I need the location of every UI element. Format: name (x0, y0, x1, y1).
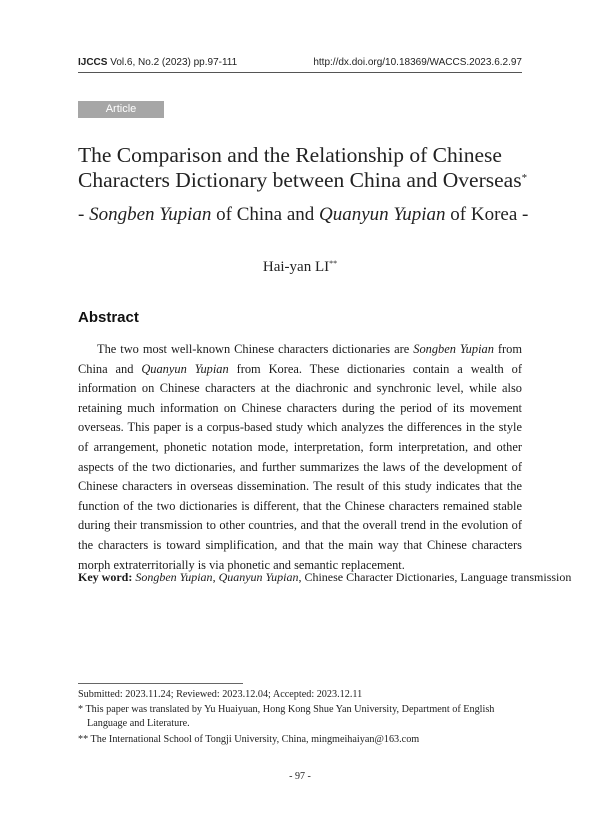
subtitle-end: of Korea - (445, 204, 529, 225)
page-number: - 97 - (289, 771, 311, 782)
article-type-badge: Article (78, 101, 164, 118)
abstract-text-1: The two most well-known Chinese characters dictionaries are (97, 342, 414, 356)
footnote-author-affiliation: ** The International School of Tongji University, China, mingmeihaiyan@163.com (78, 734, 420, 745)
footnote-submitted: Submitted: 2023.11.24; Reviewed: 2023.12.04; Accepted: 2023.12.11 (78, 689, 363, 700)
title-footnote-marker[interactable]: * (521, 172, 528, 184)
subtitle-book-2: Quanyun Yupian (319, 204, 446, 225)
keywords-rest: , Chinese Character Dictionaries, Language transmission (298, 570, 572, 584)
footnote-translator (78, 703, 522, 732)
title-line-2-text: Characters Dictionary between China and Overseas (78, 168, 522, 192)
footnote-rule (78, 683, 243, 684)
keyword-2: Quanyun Yupian (218, 570, 299, 584)
keyword-1: Songben Yupian (135, 570, 213, 584)
abstract-book-1: Songben Yupian (413, 342, 494, 356)
author-name: Hai-yan LI (262, 259, 330, 275)
title-line-1: The Comparison and the Relationship of Chinese (78, 143, 502, 167)
keywords-label: Key word: (78, 570, 133, 584)
title-line-2 (78, 168, 548, 193)
doi-link[interactable]: http://dx.doi.org/10.18369/WACCS.2023.6.2.97 (313, 57, 522, 68)
paper-title (78, 143, 548, 193)
paper-subtitle (78, 203, 548, 227)
abstract-heading: Abstract (78, 309, 139, 326)
footnote-translator-line-1: * This paper was translated by Yu Huaiyuan, Hong Kong Shue Yan University, Department of English (78, 704, 495, 715)
abstract-text-2: from China and (78, 342, 522, 376)
footnote-translator-line-2: Language and Literature. (87, 718, 190, 730)
author-footnote-marker[interactable]: ** (329, 259, 338, 268)
subtitle-dash: - (78, 204, 90, 225)
keywords: Key word: Songben Yupian, Quanyun Yupian, Chinese Character Dictionaries, Language transmission (78, 570, 572, 584)
journal-citation (78, 57, 237, 68)
subtitle-mid: of China and (211, 204, 320, 225)
abstract-body (78, 340, 522, 575)
abstract-book-2: Quanyun Yupian (141, 361, 229, 376)
abstract-text-3: from Korea. These dictionaries contain a wealth of information on Chinese characters at the diachronic and synchronic level, while also retaining much information on Chinese characters during the period of its movement overseas. This paper is a corpus-based study which analyzes the differences in the style of arrangement, phonetic notation mode, interpretation, form interpretation, and other aspects of the two dictionaries, and further summarizes the laws of the development of Chinese characters in overseas dissemination. The result of this study indicates that the function of the two dictionaries is different, that the Chinese characters remained stable during their transmission to other countries, and that the overall trend in the evolution of the characters is toward simplification, and that the main way that Chinese characters morph extraterritorially is via phonetic and semantic replacement. (78, 361, 523, 572)
journal-name: IJCCS (78, 57, 108, 68)
subtitle-book-1: Songben Yupian (89, 204, 212, 225)
header-rule (78, 72, 522, 73)
journal-volume-pages: Vol.6, No.2 (2023) pp.97-111 (110, 57, 238, 68)
author-line (0, 259, 600, 276)
